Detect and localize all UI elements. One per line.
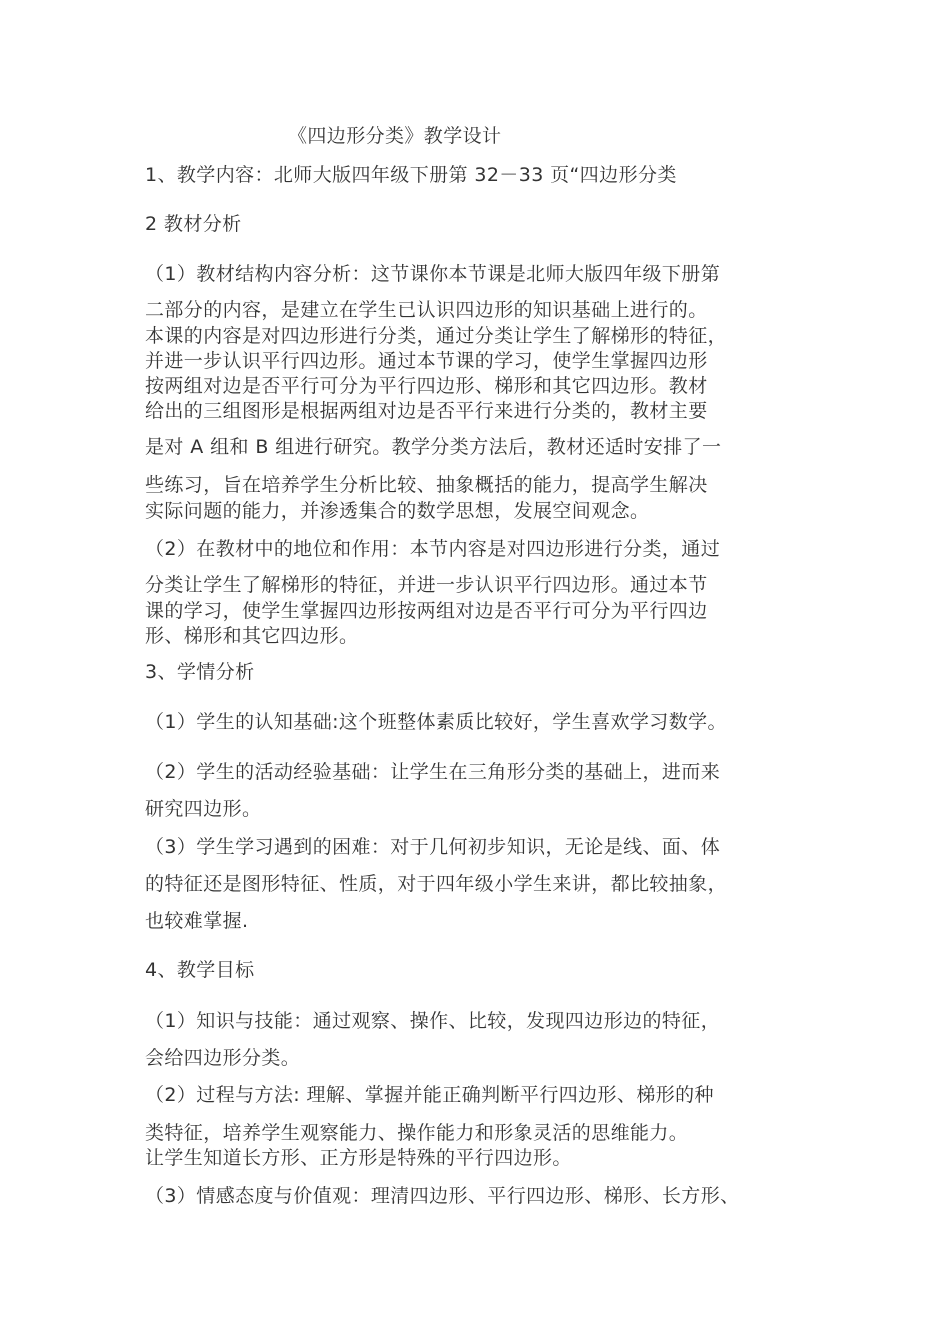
paragraph-line: （2）在教材中的地位和作用：本节内容是对四边形进行分类，通过 [145,538,721,560]
paragraph-line: （1）知识与技能：通过观察、操作、比较，发现四边形边的特征， [145,1010,721,1032]
section-heading-learning: 3、学情分析 [145,661,255,683]
document-title: 《四边形分类》教学设计 [288,125,502,147]
paragraph-line: 按两组对边是否平行可分为平行四边形、梯形和其它四边形。教材 [145,375,708,397]
section-heading-material: 2 教材分析 [145,213,242,235]
paragraph-line: （1）教材结构内容分析：这节课你本节课是北师大版四年级下册第 [145,263,721,285]
paragraph-line: 本课的内容是对四边形进行分类，通过分类让学生了解梯形的特征， [145,325,728,347]
paragraph-line: 类特征，培养学生观察能力、操作能力和形象灵活的思维能力。 [145,1122,689,1144]
paragraph-line: （3）学生学习遇到的困难：对于几何初步知识，无论是线、面、体 [145,836,721,858]
paragraph-line: 是对 A 组和 B 组进行研究。教学分类方法后，教材还适时安排了一 [145,436,722,458]
paragraph-line: 并进一步认识平行四边形。通过本节课的学习，使学生掌握四边形 [145,350,708,372]
paragraph-line: 给出的三组图形是根据两组对边是否平行来进行分类的，教材主要 [145,400,708,422]
paragraph-line: 形、梯形和其它四边形。 [145,625,359,647]
paragraph-line: 会给四边形分类。 [145,1047,301,1069]
paragraph-line: 让学生知道长方形、正方形是特殊的平行四边形。 [145,1147,572,1169]
paragraph-line: （1）学生的认知基础:这个班整体素质比较好，学生喜欢学习数学。 [145,711,727,733]
paragraph-line: 些练习，旨在培养学生分析比较、抽象概括的能力，提高学生解决 [145,474,708,496]
section-heading-content: 1、教学内容：北师大版四年级下册第 32－33 页“四边形分类 [145,164,677,186]
paragraph-line: 课的学习，使学生掌握四边形按两组对边是否平行可分为平行四边 [145,600,708,622]
paragraph-line: （3）情感态度与价值观：理清四边形、平行四边形、梯形、长方形、 [145,1185,740,1207]
paragraph-line: 实际问题的能力，并渗透集合的数学思想，发展空间观念。 [145,500,650,522]
paragraph-line: 二部分的内容，是建立在学生已认识四边形的知识基础上进行的。 [145,299,708,321]
paragraph-line: 也较难掌握. [145,910,249,932]
paragraph-line: 的特征还是图形特征、性质，对于四年级小学生来讲，都比较抽象， [145,873,728,895]
paragraph-line: （2）学生的活动经验基础：让学生在三角形分类的基础上，进而来 [145,761,721,783]
paragraph-line: （2）过程与方法: 理解、掌握并能正确判断平行四边形、梯形的种 [145,1084,714,1106]
section-heading-goals: 4、教学目标 [145,959,255,981]
paragraph-line: 研究四边形。 [145,798,262,820]
paragraph-line: 分类让学生了解梯形的特征，并进一步认识平行四边形。通过本节 [145,574,708,596]
